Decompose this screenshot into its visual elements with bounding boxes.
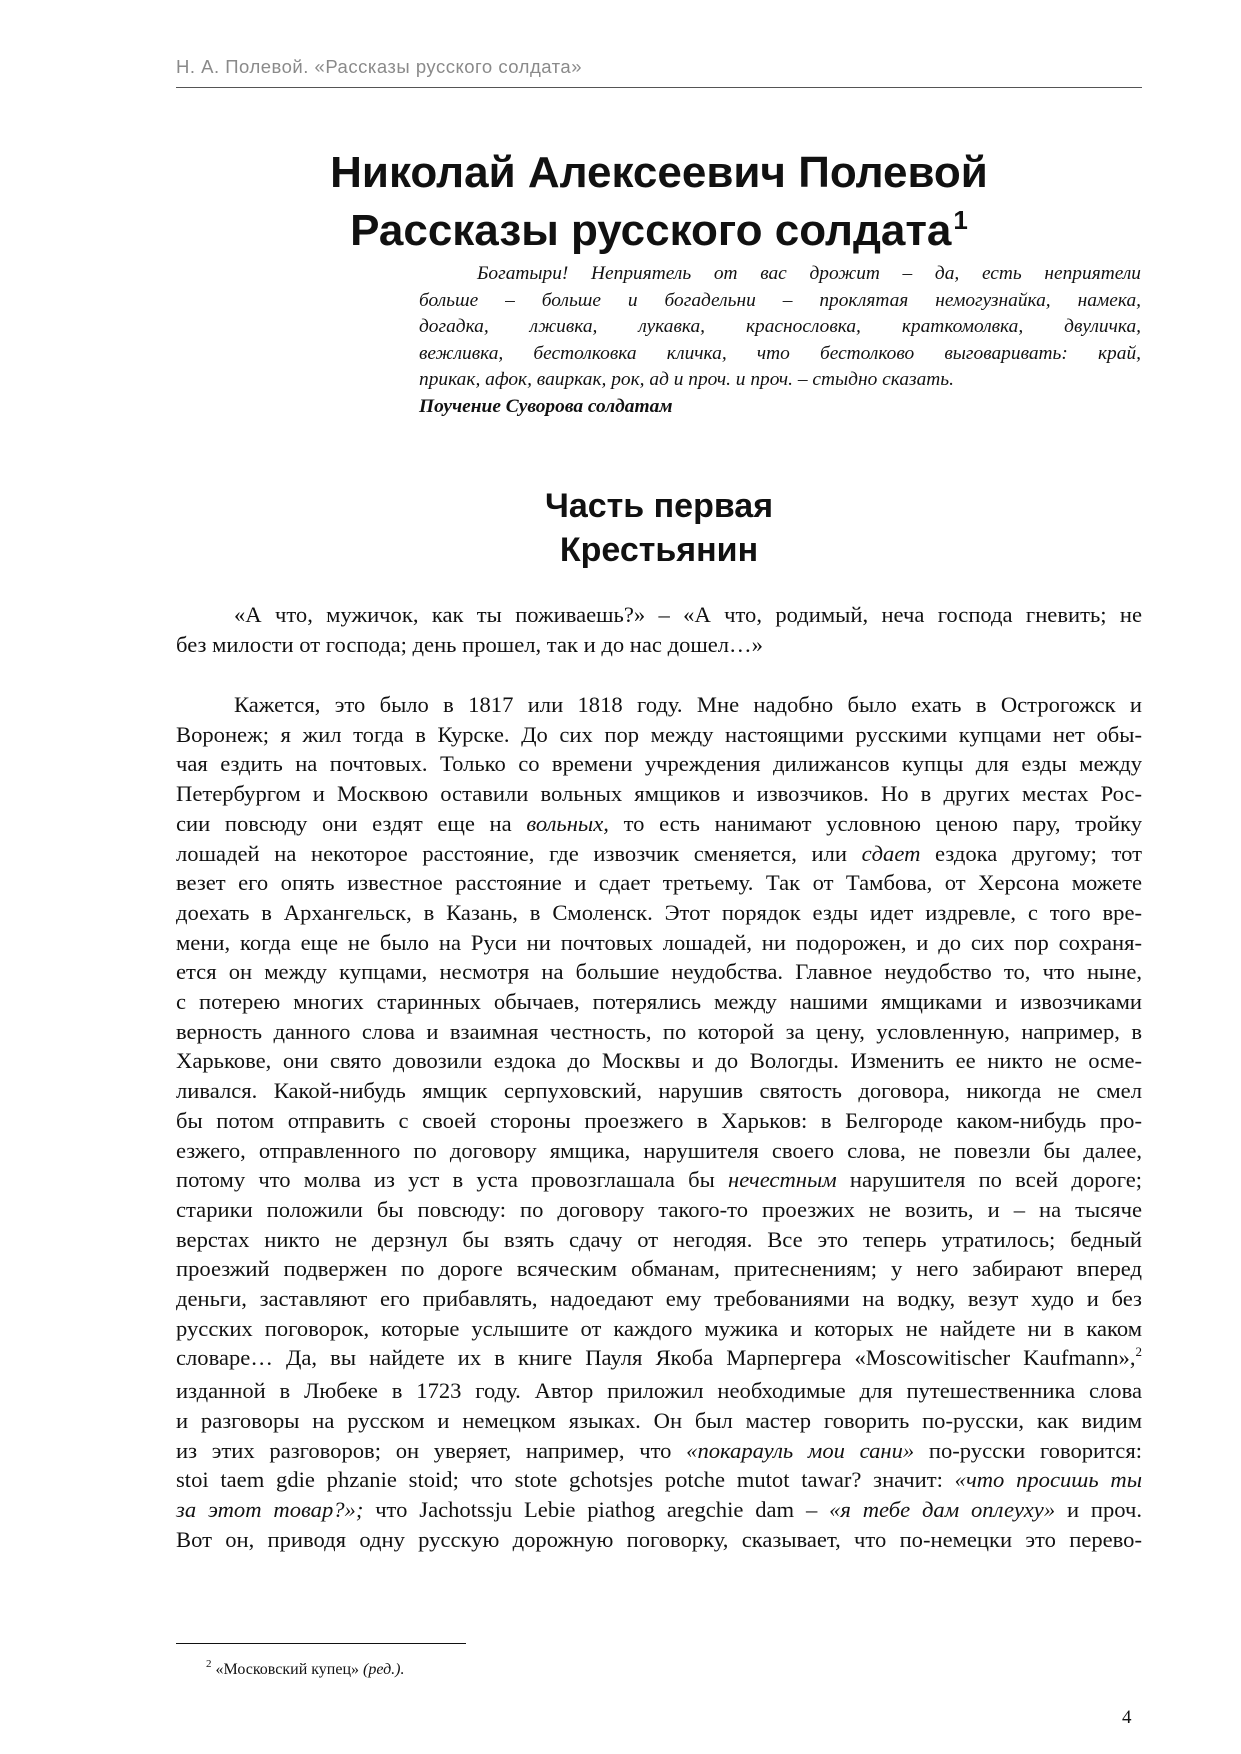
text-line: изданной в Любеке в 1723 году. Автор приложил необходимые для путешественника слова bbox=[176, 1378, 1142, 1404]
title-footnote-mark[interactable]: 1 bbox=[953, 205, 968, 235]
part-title: Часть первая bbox=[544, 487, 774, 525]
emphasis: «я тебе дам оплеуху» bbox=[829, 1496, 1056, 1522]
text-run: ездока другому; тот bbox=[920, 840, 1142, 866]
text-run: что Jachotssju Lebie piathog aregchie dam – bbox=[363, 1496, 830, 1522]
footnote bbox=[206, 1658, 405, 1679]
text-line: Петербургом и Москвою оставили вольных ямщиков и извозчиков. Но в других местах Рос- bbox=[176, 781, 1142, 807]
text-line: везет его опять известное расстояние и сдает третьему. Так от Тамбова, от Херсона можете bbox=[176, 870, 1142, 896]
text-line: верность данного слова и взаимная честность, по которой за цену, условленную, например, в bbox=[176, 1018, 1142, 1044]
title-author: Николай Алексеевич Полевой bbox=[330, 148, 988, 197]
epigraph-line: больше – больше и богадельни – проклятая немогузнайка, намека, bbox=[419, 289, 1141, 311]
epigraph-line: Богатыри! Неприятель от вас дрожит – да, есть неприятели bbox=[477, 263, 1141, 284]
epigraph-line: вежливка, бестолковка кличка, что бестолково выговаривать: край, bbox=[419, 342, 1141, 364]
page-title bbox=[176, 144, 1142, 265]
emphasis: сдает bbox=[861, 840, 921, 866]
text-line bbox=[176, 1495, 1142, 1525]
text-run: словаре… Да, вы найдете их в книге Пауля Якоба Марпергера «Moscowitischer Kaufmann», bbox=[176, 1345, 1136, 1371]
part-subtitle: Крестьянин bbox=[559, 531, 759, 569]
text-line: с потерею многих старинных обычаев, потерялись между нашими ямщиками и извозчиками bbox=[176, 989, 1142, 1015]
text-line: Харькове, они свято довозили ездока до Москвы и до Вологды. Изменить ее никто не осме- bbox=[176, 1048, 1142, 1074]
footnote-editor-note: (ред.). bbox=[363, 1661, 405, 1678]
emphasis: за этот товар?»; bbox=[176, 1496, 364, 1522]
dialogue-paragraph bbox=[176, 600, 1142, 659]
title-work bbox=[176, 202, 1142, 265]
footnote-text: «Московский купец» bbox=[215, 1661, 360, 1678]
epigraph bbox=[419, 261, 1141, 421]
text-line: верстах никто не дерзнул бы взять сдачу от негодяя. Все это теперь утратилось; бедный bbox=[176, 1226, 1142, 1252]
text-run: нарушителя по всей дороге; bbox=[836, 1167, 1143, 1193]
text-line bbox=[176, 1343, 1142, 1376]
text-run: то есть нанимают условною ценою пару, тройку bbox=[608, 810, 1142, 836]
text-run: из этих разговоров; он уверяет, например, что bbox=[176, 1437, 687, 1463]
text-line bbox=[176, 839, 1142, 869]
text-line: проезжий подвержен по дороге всяческим обманам, притеснениям; у него забирают вперед bbox=[176, 1256, 1142, 1282]
text-run: сии повсюду они ездят еще на bbox=[176, 810, 527, 836]
text-run: потому что молва из уст в уста провозглашала бы bbox=[176, 1167, 728, 1193]
main-paragraph bbox=[176, 690, 1142, 1554]
text-line: старики положили бы повсюду: по договору такого-то проезжих не возить, и – на тысяче bbox=[176, 1196, 1142, 1222]
page-number: 4 bbox=[1122, 1707, 1132, 1728]
running-head: Н. А. Полевой. «Рассказы русского солдата» bbox=[176, 56, 582, 77]
text-line: ется он между купцами, несмотря на большие неудобства. Главное неудобство то, что ныне, bbox=[176, 959, 1142, 985]
text-line: без милости от господа; день прошел, так и до нас дошел…» bbox=[176, 631, 763, 657]
text-line: бы потом отправить с своей стороны проезжего в Харьков: в Белгороде каком-нибудь про- bbox=[176, 1107, 1142, 1133]
footnote-mark[interactable]: 2 bbox=[1135, 1344, 1142, 1360]
text-line bbox=[176, 1465, 1142, 1495]
text-line bbox=[176, 1165, 1142, 1195]
part-heading bbox=[176, 484, 1142, 572]
footnote-number: 2 bbox=[206, 1658, 212, 1670]
text-run: по-русски говорится: bbox=[914, 1437, 1142, 1463]
text-line: Кажется, это было в 1817 или 1818 году. Мне надобно было ехать в Острогожск и bbox=[234, 692, 1142, 717]
epigraph-line: догадка, лживка, лукавка, краснословка, краткомолвка, двуличка, bbox=[419, 316, 1141, 338]
text-line: мени, когда еще не было на Руси ни почтовых лошадей, ни подорожен, и до сих пор сохраня- bbox=[176, 929, 1142, 955]
epigraph-source: Поучение Суворова солдатам bbox=[419, 395, 673, 417]
emphasis: «что просишь ты bbox=[954, 1467, 1142, 1493]
text-run: stoi taem gdie phzanie stoid; что stote gchotsjes potche mutot tawar? значит: bbox=[176, 1467, 955, 1493]
epigraph-line: прикак, афок, ваиркак, рок, ад и проч. и проч. – стыдно сказать. bbox=[419, 369, 954, 391]
title-work-text: Рассказы русского солдата bbox=[350, 206, 952, 255]
emphasis: «покарауль мои сани» bbox=[686, 1437, 915, 1463]
text-line: «А что, мужичок, как ты поживаешь?» – «А что, родимый, неча господа гневить; не bbox=[234, 602, 1142, 627]
text-line: Вот он, приводя одну русскую дорожную поговорку, сказывает, что по-немецки это перево- bbox=[176, 1526, 1142, 1552]
text-line bbox=[176, 1436, 1142, 1466]
text-line: ливался. Какой-нибудь ямщик серпуховский, нарушив святость договора, никогда не смел bbox=[176, 1078, 1142, 1104]
emphasis: вольных, bbox=[526, 810, 609, 836]
text-line: доехать в Архангельск, в Казань, в Смоленск. Этот порядок езды идет издревле, с того вре- bbox=[176, 899, 1142, 925]
text-line: езжего, отправленного по договору ямщика, нарушителя своего слова, не повезли бы далее, bbox=[176, 1137, 1142, 1163]
text-run: и проч. bbox=[1055, 1496, 1143, 1522]
text-line: и разговоры на русском и немецком языках. Он был мастер говорить по-русски, как видим bbox=[176, 1407, 1142, 1433]
footnote-divider bbox=[176, 1643, 466, 1644]
text-line: деньги, заставляют его прибавлять, надоедают ему требованиями на водку, везут худо и без bbox=[176, 1286, 1142, 1312]
text-run: лошадей на некоторое расстояние, где извозчик сменяется, или bbox=[176, 840, 862, 866]
text-line: Воронеж; я жил тогда в Курске. До сих пор между настоящими русскими купцами нет обы- bbox=[176, 721, 1142, 747]
header-divider bbox=[176, 87, 1142, 88]
text-line bbox=[176, 809, 1142, 839]
text-line: чая ездить на почтовых. Только со времени учреждения дилижансов купцы для езды между bbox=[176, 751, 1142, 777]
text-line: русских поговорок, которые услышите от каждого мужика и которых не найдете ни в каком bbox=[176, 1315, 1142, 1341]
emphasis: нечестным bbox=[727, 1167, 837, 1193]
